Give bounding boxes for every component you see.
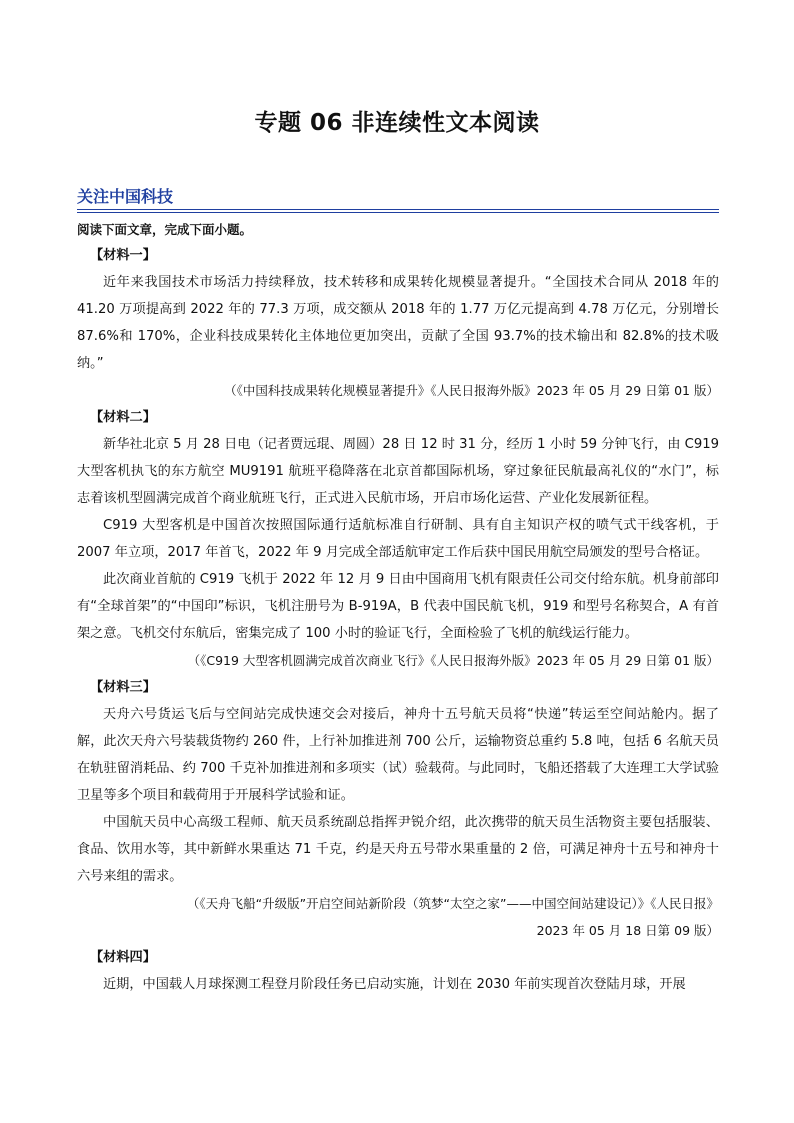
material-3-source-line-1: （《天舟飞船“升级版”开启空间站新阶段（筑梦“太空之家”——中国空间站建设记）》《人民日报》 [186,896,719,911]
material-3-paragraph-1: 天舟六号货运飞后与空间站完成快速交会对接后，神舟十五号航天员将“快递”转运至空间站舱内。据了解，此次天舟六号装载货物约 260 件，上行补加推进剂 700 公斤，运输物资总重约 5.8 吨，包括 6 名航天员在轨驻留消耗品、约 700 千克补加推进剂和多项实（试）验载荷。与此同时，飞船还搭载了大连理工大学试验卫星等多个项目和载荷用于开展科学试验和证。 [77,707,719,803]
document-title: 专题 06 非连续性文本阅读 [254,110,540,136]
material-2-paragraph-1: 新华社北京 5 月 28 日电（记者贾远琨、周圆）28 日 12 时 31 分，经历 1 小时 59 分钟飞行，由 C919 大型客机执飞的东方航空 MU9191 航班平稳降落在北京首都国际机场，穿过象征民航最高礼仪的“水门”，标志着该机型圆满完成首个商业航班飞行，正式进入民航市场，开启市场化运营、产业化发展新征程。 [77,437,719,506]
material-4-paragraph-1: 近期，中国载人月球探测工程登月阶段任务已启动实施，计划在 2030 年前实现首次登陆月球，开展 [103,977,686,992]
material-4-label: 【材料四】 [90,950,156,965]
section-title: 关注中国科技 [77,187,174,206]
material-2-label: 【材料二】 [90,410,156,425]
instruction-text: 阅读下面文章，完成下面小题。 [77,222,253,237]
section-rule-thick [77,209,719,210]
material-3-source-line-2: 2023 年 05 月 18 日第 09 版） [536,923,719,938]
material-3-label: 【材料三】 [90,680,156,695]
section-rule-thin [77,212,719,213]
material-2-paragraph-3: 此次商业首航的 C919 飞机于 2022 年 12 月 9 日由中国商用飞机有限责任公司交付给东航。机身前部印有“全球首架”的“中国印”标识，飞机注册号为 B-919A，B 代表中国民航飞机，919 和型号名称契合，A 有首架之意。飞机交付东航后，密集完成了 100 小时的验证飞行，全面检验了飞机的航线运行能力。 [77,572,719,641]
document-body [77,218,719,998]
material-2-source: （《C919 大型客机圆满完成首次商业飞行》《人民日报海外版》2023 年 05 月 29 日第 01 版） [187,653,719,668]
material-1-label: 【材料一】 [90,248,156,263]
section-header [77,186,719,213]
material-2-paragraph-2: C919 大型客机是中国首次按照国际通行适航标准自行研制、具有自主知识产权的喷气式干线客机，于 2007 年立项，2017 年首飞，2022 年 9 月完成全部适航审定工作后获中国民用航空局颁发的型号合格证。 [77,518,719,560]
material-1-paragraph-1: 近年来我国技术市场活力持续释放，技术转移和成果转化规模显著提升。“全国技术合同从 2018 年的 41.20 万项提高到 2022 年的 77.3 万项，成交额从 2018 年的 1.77 万亿元提高到 4.78 万亿元，分别增长 87.6%和 170%，企业科技成果转化主体地位更加突出，贡献了全国 93.7%的技术输出和 82.8%的技术吸纳。” [77,275,719,371]
material-1-source: （《中国科技成果转化规模显著提升》《人民日报海外版》2023 年 05 月 29 日第 01 版） [224,383,719,398]
material-3-paragraph-2: 中国航天员中心高级工程师、航天员系统副总指挥尹锐介绍，此次携带的航天员生活物资主要包括服装、食品、饮用水等，其中新鲜水果重达 71 千克，约是天舟五号带水果重量的 2 倍，可满足神舟十五号和神舟十六号来组的需求。 [77,815,719,884]
